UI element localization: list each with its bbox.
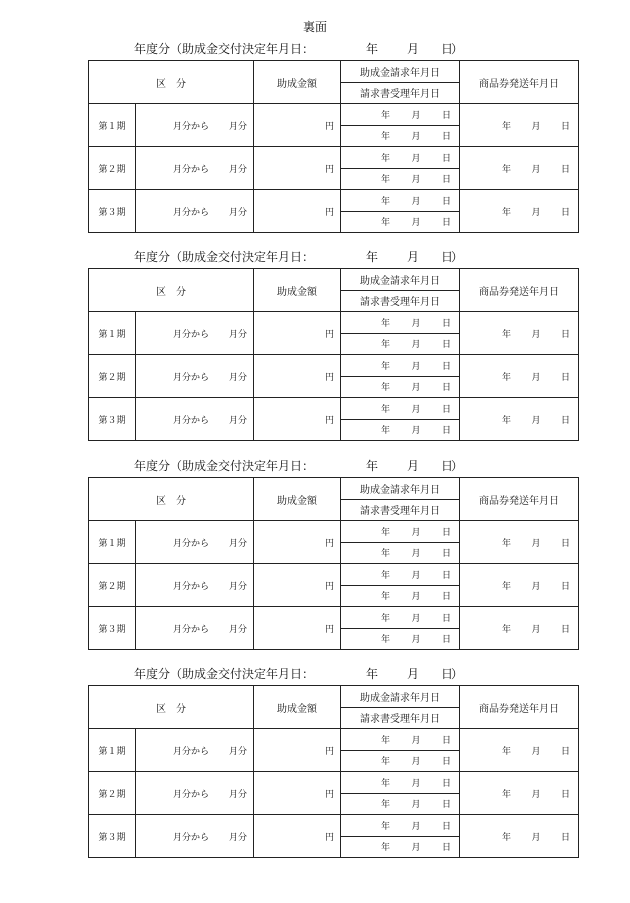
day-label: 日 [560,581,570,592]
year-label: 年 [381,757,391,768]
day-label: 日 [441,570,451,581]
year-label: 年 [381,361,391,372]
request-date-cell [341,729,460,751]
request-date-cell [341,564,460,586]
month-label: 月 [531,746,541,757]
month-to-label: 月分 [228,372,247,383]
month-range [136,564,254,607]
month-label: 月 [411,196,421,207]
month-to-label: 月分 [228,164,247,175]
request-date-cell [341,147,460,169]
month-range [136,772,254,815]
year-label: 年 [502,624,512,635]
grant-table [88,477,579,650]
month-to-label: 月分 [228,329,247,340]
month-label: 月 [531,329,541,340]
year-label: 年 [381,843,391,854]
month-from-label: 月分から [172,624,209,635]
table-row [89,607,579,629]
voucher-date-cell [460,564,579,607]
month-label: 月 [411,735,421,746]
header-voucher-date: 商品券発送年月日 [460,61,579,104]
table-header-row [89,478,579,500]
month-range [136,104,254,147]
request-date-cell [341,104,460,126]
month-range [136,607,254,650]
month-from-label: 月分から [172,538,209,549]
month-label: 月 [411,800,421,811]
table-row [89,772,579,794]
year-label: 年 [381,132,391,143]
voucher-date-cell [460,104,579,147]
request-date-cell [341,312,460,334]
day-label: 日 [441,218,451,229]
receipt-date-cell [341,836,460,858]
table-row [89,104,579,126]
month-label: 月 [411,821,421,832]
month-range [136,398,254,441]
year-label: 年 [381,549,391,560]
request-date-cell [341,815,460,837]
day-label: 日 [441,383,451,394]
section-header [88,665,578,685]
section-header-month: 月 [407,459,420,473]
period-label: 第３期 [89,190,136,233]
voucher-date-cell [460,607,579,650]
year-label: 年 [381,821,391,832]
day-label: 日 [560,121,570,132]
table-header-row [89,686,579,708]
section-header-month: 月 [407,667,420,681]
year-label: 年 [502,372,512,383]
voucher-date-cell [460,355,579,398]
month-label: 月 [531,581,541,592]
header-voucher-date: 商品券発送年月日 [460,686,579,729]
month-label: 月 [411,218,421,229]
header-receipt-date: 請求書受理年月日 [341,290,460,312]
year-label: 年 [381,592,391,603]
period-label: 第３期 [89,398,136,441]
header-voucher-date: 商品券発送年月日 [460,269,579,312]
year-label: 年 [502,832,512,843]
amount-cell: 円 [254,729,341,772]
table-row [89,564,579,586]
section-header-label: 年度分（助成金交付決定年月日： [134,250,315,264]
month-range [136,521,254,564]
day-label: 日 [441,592,451,603]
month-label: 月 [411,426,421,437]
month-from-label: 月分から [172,164,209,175]
day-label: 日 [441,735,451,746]
month-to-label: 月分 [228,121,247,132]
month-label: 月 [411,635,421,646]
month-label: 月 [411,527,421,538]
receipt-date-cell [341,419,460,441]
month-from-label: 月分から [172,207,209,218]
day-label: 日 [560,207,570,218]
day-label: 日 [560,832,570,843]
receipt-date-cell [341,168,460,190]
month-from-label: 月分から [172,832,209,843]
request-date-cell [341,772,460,794]
month-label: 月 [531,789,541,800]
request-date-cell [341,521,460,543]
period-label: 第１期 [89,729,136,772]
month-label: 月 [531,164,541,175]
month-to-label: 月分 [228,624,247,635]
section-header-day: 日 [441,459,454,473]
day-label: 日 [441,153,451,164]
month-from-label: 月分から [172,372,209,383]
header-amount: 助成金額 [254,269,341,312]
year-label: 年 [381,426,391,437]
period-label: 第２期 [89,772,136,815]
day-label: 日 [560,164,570,175]
amount-cell: 円 [254,815,341,858]
month-label: 月 [411,757,421,768]
section-header-day: 日 [441,667,454,681]
day-label: 日 [441,132,451,143]
month-range [136,190,254,233]
month-to-label: 月分 [228,832,247,843]
header-request-date: 助成金請求年月日 [341,61,460,83]
table-row [89,398,579,420]
year-label: 年 [381,527,391,538]
receipt-date-cell [341,628,460,650]
year-label: 年 [381,635,391,646]
period-label: 第２期 [89,355,136,398]
day-label: 日 [560,746,570,757]
section-header-close: ） [451,42,464,56]
year-label: 年 [502,581,512,592]
month-label: 月 [411,361,421,372]
section-header [88,40,578,60]
amount-cell: 円 [254,521,341,564]
section-header-close: ） [451,459,464,473]
year-label: 年 [381,110,391,121]
month-label: 月 [411,592,421,603]
day-label: 日 [441,635,451,646]
voucher-date-cell [460,815,579,858]
month-to-label: 月分 [228,538,247,549]
header-kubun: 区 分 [89,478,254,521]
year-label: 年 [502,746,512,757]
day-label: 日 [560,624,570,635]
table-row [89,521,579,543]
month-label: 月 [411,404,421,415]
month-to-label: 月分 [228,581,247,592]
voucher-date-cell [460,398,579,441]
year-label: 年 [381,153,391,164]
day-label: 日 [441,175,451,186]
table-header-row [89,61,579,83]
grant-table [88,60,579,233]
day-label: 日 [441,361,451,372]
voucher-date-cell [460,521,579,564]
receipt-date-cell [341,585,460,607]
month-label: 月 [531,832,541,843]
table-row [89,312,579,334]
month-label: 月 [411,153,421,164]
year-label: 年 [502,207,512,218]
month-label: 月 [411,843,421,854]
amount-cell: 円 [254,190,341,233]
month-label: 月 [411,318,421,329]
day-label: 日 [441,613,451,624]
header-amount: 助成金額 [254,478,341,521]
header-receipt-date: 請求書受理年月日 [341,707,460,729]
header-request-date: 助成金請求年月日 [341,686,460,708]
header-amount: 助成金額 [254,686,341,729]
month-to-label: 月分 [228,415,247,426]
year-label: 年 [381,613,391,624]
year-label: 年 [502,164,512,175]
month-label: 月 [411,110,421,121]
year-label: 年 [381,570,391,581]
month-range [136,355,254,398]
table-row [89,729,579,751]
header-request-date: 助成金請求年月日 [341,269,460,291]
month-to-label: 月分 [228,207,247,218]
section-header-label: 年度分（助成金交付決定年月日： [134,667,315,681]
month-from-label: 月分から [172,789,209,800]
month-range [136,147,254,190]
voucher-date-cell [460,729,579,772]
month-label: 月 [531,121,541,132]
day-label: 日 [560,372,570,383]
receipt-date-cell [341,376,460,398]
day-label: 日 [560,789,570,800]
receipt-date-cell [341,333,460,355]
section-header-year: 年 [366,250,379,264]
grant-table [88,268,579,441]
grant-section [88,665,578,858]
receipt-date-cell [341,793,460,815]
day-label: 日 [560,415,570,426]
section-header-day: 日 [441,42,454,56]
day-label: 日 [441,527,451,538]
month-label: 月 [411,613,421,624]
table-row [89,355,579,377]
grant-table [88,685,579,858]
receipt-date-cell [341,211,460,233]
year-label: 年 [381,778,391,789]
section-header-month: 月 [407,250,420,264]
header-amount: 助成金額 [254,61,341,104]
request-date-cell [341,607,460,629]
voucher-date-cell [460,772,579,815]
day-label: 日 [441,340,451,351]
header-voucher-date: 商品券発送年月日 [460,478,579,521]
day-label: 日 [441,843,451,854]
page-title: 裏面 [302,20,327,34]
month-label: 月 [411,175,421,186]
amount-cell: 円 [254,312,341,355]
year-label: 年 [502,121,512,132]
month-label: 月 [531,207,541,218]
day-label: 日 [441,196,451,207]
request-date-cell [341,190,460,212]
section-header-close: ） [451,667,464,681]
year-label: 年 [381,735,391,746]
year-label: 年 [381,404,391,415]
day-label: 日 [560,329,570,340]
month-from-label: 月分から [172,121,209,132]
day-label: 日 [560,538,570,549]
table-row [89,147,579,169]
month-label: 月 [531,538,541,549]
section-header-close: ） [451,250,464,264]
day-label: 日 [441,404,451,415]
grant-section [88,40,578,233]
table-row [89,190,579,212]
year-label: 年 [502,538,512,549]
period-label: 第２期 [89,147,136,190]
period-label: 第１期 [89,312,136,355]
month-label: 月 [411,570,421,581]
day-label: 日 [441,318,451,329]
request-date-cell [341,398,460,420]
month-label: 月 [411,340,421,351]
month-from-label: 月分から [172,329,209,340]
amount-cell: 円 [254,398,341,441]
header-request-date: 助成金請求年月日 [341,478,460,500]
receipt-date-cell [341,125,460,147]
day-label: 日 [441,778,451,789]
month-range [136,729,254,772]
day-label: 日 [441,757,451,768]
year-label: 年 [381,340,391,351]
period-label: 第３期 [89,607,136,650]
section-header [88,457,578,477]
section-header-year: 年 [366,459,379,473]
month-label: 月 [531,372,541,383]
period-label: 第２期 [89,564,136,607]
section-header-year: 年 [366,667,379,681]
month-label: 月 [411,383,421,394]
day-label: 日 [441,426,451,437]
section-header-day: 日 [441,250,454,264]
day-label: 日 [441,110,451,121]
day-label: 日 [441,821,451,832]
section-header-year: 年 [366,42,379,56]
year-label: 年 [381,800,391,811]
period-label: 第１期 [89,521,136,564]
month-range [136,312,254,355]
year-label: 年 [502,415,512,426]
day-label: 日 [441,800,451,811]
header-receipt-date: 請求書受理年月日 [341,499,460,521]
section-header-month: 月 [407,42,420,56]
month-label: 月 [411,549,421,560]
amount-cell: 円 [254,564,341,607]
day-label: 日 [441,549,451,560]
month-to-label: 月分 [228,789,247,800]
table-header-row [89,269,579,291]
period-label: 第３期 [89,815,136,858]
voucher-date-cell [460,190,579,233]
request-date-cell [341,355,460,377]
month-from-label: 月分から [172,581,209,592]
month-label: 月 [531,624,541,635]
voucher-date-cell [460,312,579,355]
section-header-label: 年度分（助成金交付決定年月日： [134,42,315,56]
year-label: 年 [381,218,391,229]
header-receipt-date: 請求書受理年月日 [341,82,460,104]
month-range [136,815,254,858]
amount-cell: 円 [254,104,341,147]
month-label: 月 [411,132,421,143]
month-to-label: 月分 [228,746,247,757]
month-label: 月 [411,778,421,789]
month-from-label: 月分から [172,415,209,426]
year-label: 年 [502,789,512,800]
amount-cell: 円 [254,355,341,398]
grant-section [88,457,578,650]
year-label: 年 [381,383,391,394]
section-header-label: 年度分（助成金交付決定年月日： [134,459,315,473]
amount-cell: 円 [254,607,341,650]
month-label: 月 [531,415,541,426]
header-kubun: 区 分 [89,686,254,729]
year-label: 年 [381,175,391,186]
table-row [89,815,579,837]
voucher-date-cell [460,147,579,190]
amount-cell: 円 [254,772,341,815]
period-label: 第１期 [89,104,136,147]
receipt-date-cell [341,750,460,772]
year-label: 年 [381,196,391,207]
header-kubun: 区 分 [89,269,254,312]
receipt-date-cell [341,542,460,564]
year-label: 年 [502,329,512,340]
amount-cell: 円 [254,147,341,190]
month-from-label: 月分から [172,746,209,757]
header-kubun: 区 分 [89,61,254,104]
section-header [88,248,578,268]
grant-section [88,248,578,441]
year-label: 年 [381,318,391,329]
